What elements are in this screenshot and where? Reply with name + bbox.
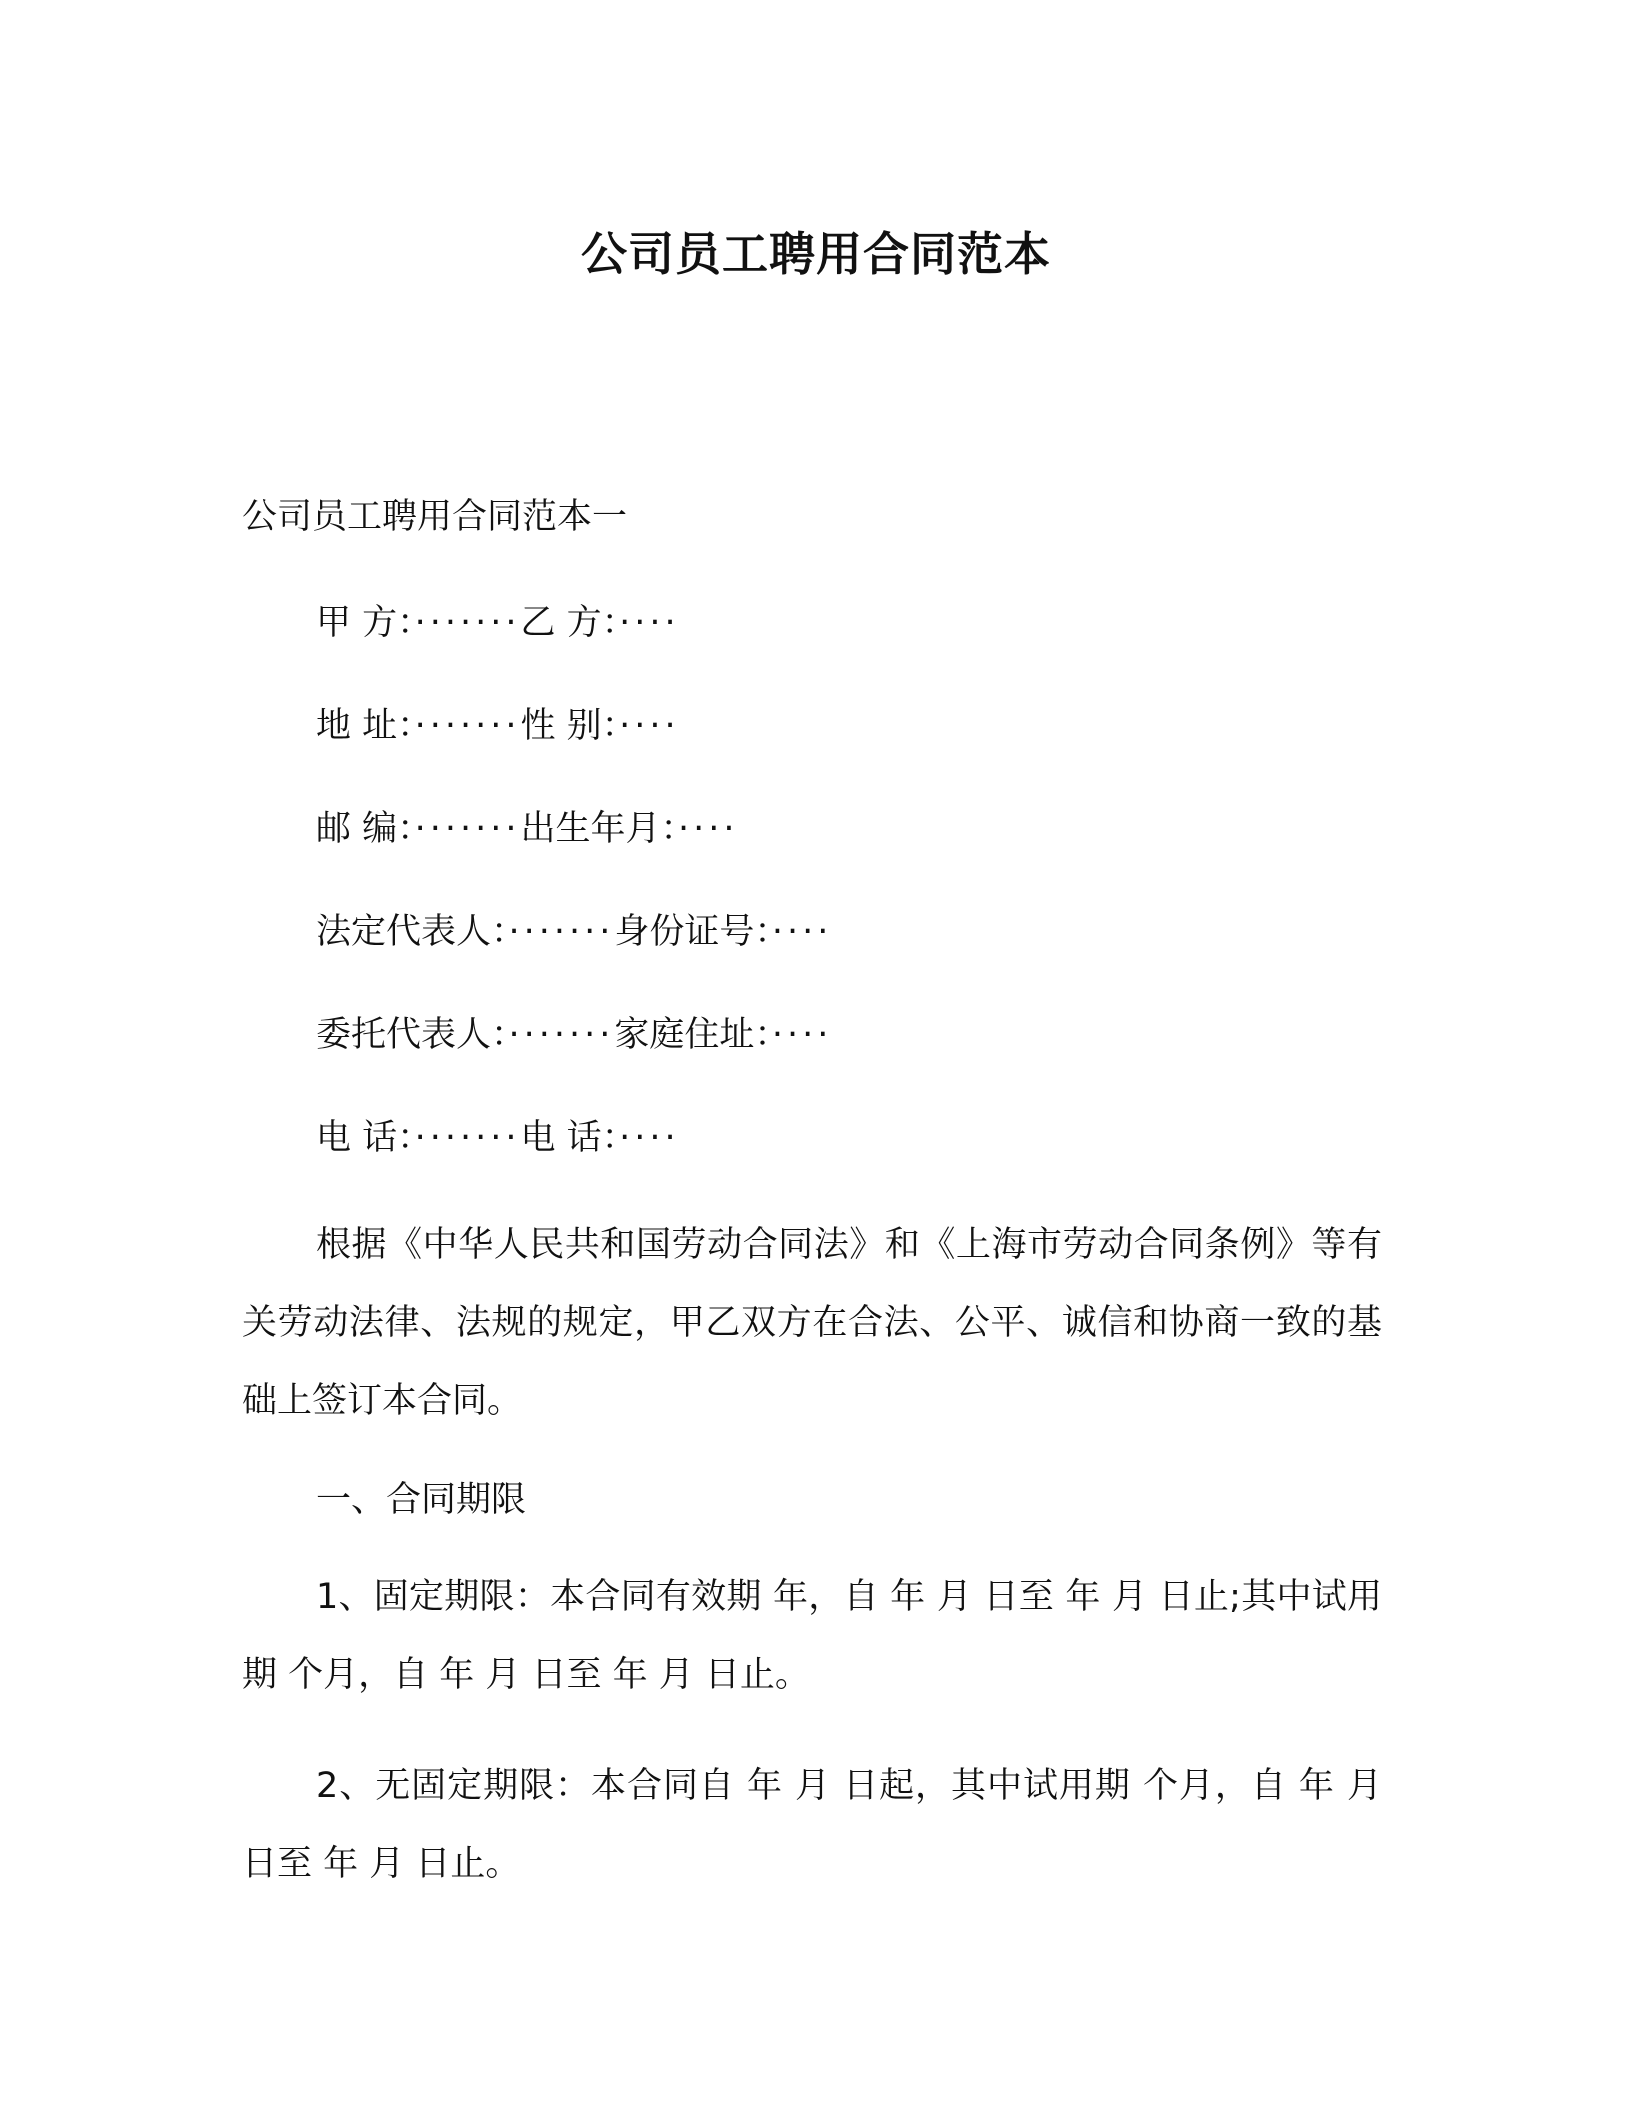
field-label-party-b: 乙 方：: [520, 603, 620, 643]
field-blank: ·······: [414, 809, 521, 849]
field-label-id-number: 身份证号：: [614, 912, 772, 952]
field-blank: ····: [619, 706, 680, 746]
field-blank: ····: [771, 912, 833, 952]
field-label-address: 地 址：: [316, 706, 415, 746]
field-blank: ·······: [414, 1118, 521, 1158]
field-blank: ·······: [414, 603, 521, 643]
field-blank: ·······: [414, 706, 521, 746]
field-blank: ····: [619, 1118, 680, 1158]
field-label-home-address: 家庭住址：: [614, 1015, 772, 1055]
field-label-phone-a: 电 话：: [316, 1118, 415, 1158]
field-row-postcode: [316, 804, 739, 854]
field-blank: ····: [771, 1015, 833, 1055]
section-heading: 公司员工聘用合同范本一: [242, 497, 628, 537]
field-row-address: [316, 701, 680, 751]
field-label-gender: 性 别：: [520, 706, 620, 746]
field-label-authorized-agent: 委托代表人：: [316, 1015, 509, 1055]
document-title: 公司员工聘用合同范本: [581, 227, 1051, 281]
intro-paragraph: 根据《中华人民共和国劳动合同法》和《上海市劳动合同条例》等有关劳动法律、法规的规定，甲乙双方在合法、公平、诚信和协商一致的基础上签订本合同。: [242, 1225, 1382, 1421]
field-blank: ·······: [508, 912, 615, 952]
field-blank: ·······: [508, 1015, 615, 1055]
field-row-party: [316, 598, 680, 648]
field-blank: ····: [619, 603, 680, 643]
field-label-phone-b: 电 话：: [520, 1118, 620, 1158]
field-blank: ····: [678, 809, 739, 849]
field-row-phone: [316, 1113, 680, 1163]
field-row-legal-rep: [316, 907, 832, 957]
field-row-agent: [316, 1010, 832, 1060]
clause-item-open-term: 2、无固定期限：本合同自 年 月 日起，其中试用期 个月，自 年 月 日至 年 月 日止。: [242, 1766, 1382, 1884]
field-label-legal-representative: 法定代表人：: [316, 912, 509, 952]
clause-heading-term: 一、合同期限: [316, 1480, 527, 1520]
clause-item-fixed-term: 1、固定期限：本合同有效期 年，自 年 月 日至 年 月 日止;其中试用期 个月，自 年 月 日至 年 月 日止。: [242, 1577, 1382, 1695]
field-label-party-a: 甲 方：: [316, 603, 415, 643]
field-label-postcode: 邮 编：: [316, 809, 415, 849]
field-label-birth-date: 出生年月：: [520, 809, 679, 849]
